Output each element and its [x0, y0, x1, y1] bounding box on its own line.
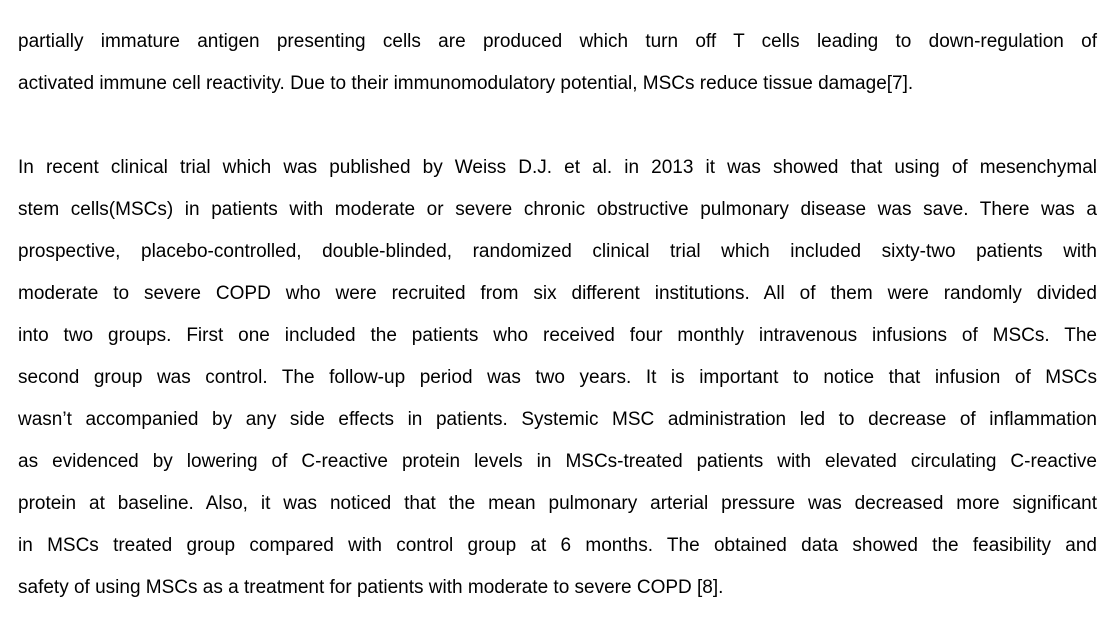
text-line: In recent clinical trial which was published by Weiss D.J. et al. in 2013 it was showed that using of mesenchymal	[18, 157, 1097, 178]
paragraph-immunomodulation	[18, 21, 1097, 105]
paragraph-spacer	[18, 105, 1097, 147]
text-line: protein at baseline. Also, it was noticed that the mean pulmonary arterial pressure was decreased more significant	[18, 493, 1097, 514]
text-line: safety of using MSCs as a treatment for patients with moderate to severe COPD [8].	[18, 577, 724, 598]
text-line: partially immature antigen presenting cells are produced which turn off T cells leading to down-regulation of	[18, 31, 1097, 52]
text-line: prospective, placebo-controlled, double-blinded, randomized clinical trial which included sixty-two patients with	[18, 241, 1097, 262]
text-line: stem cells(MSCs) in patients with moderate or severe chronic obstructive pulmonary disease was save. There was a	[18, 199, 1097, 220]
text-line: activated immune cell reactivity. Due to their immunomodulatory potential, MSCs reduce tissue damage[7].	[18, 73, 914, 94]
text-line: wasn’t accompanied by any side effects in patients. Systemic MSC administration led to decrease of inflammation	[18, 409, 1097, 430]
text-line: second group was control. The follow-up period was two years. It is important to notice that infusion of MSCs	[18, 367, 1097, 388]
text-line: into two groups. First one included the patients who received four monthly intravenous infusions of MSCs. The	[18, 325, 1097, 346]
paragraph-clinical-trial	[18, 147, 1097, 609]
text-line: in MSCs treated group compared with control group at 6 months. The obtained data showed the feasibility and	[18, 535, 1097, 556]
text-line: moderate to severe COPD who were recruited from six different institutions. All of them were randomly divided	[18, 283, 1097, 304]
text-line: as evidenced by lowering of C-reactive protein levels in MSCs-treated patients with elevated circulating C-reactive	[18, 451, 1097, 472]
document-page	[18, 21, 1097, 609]
